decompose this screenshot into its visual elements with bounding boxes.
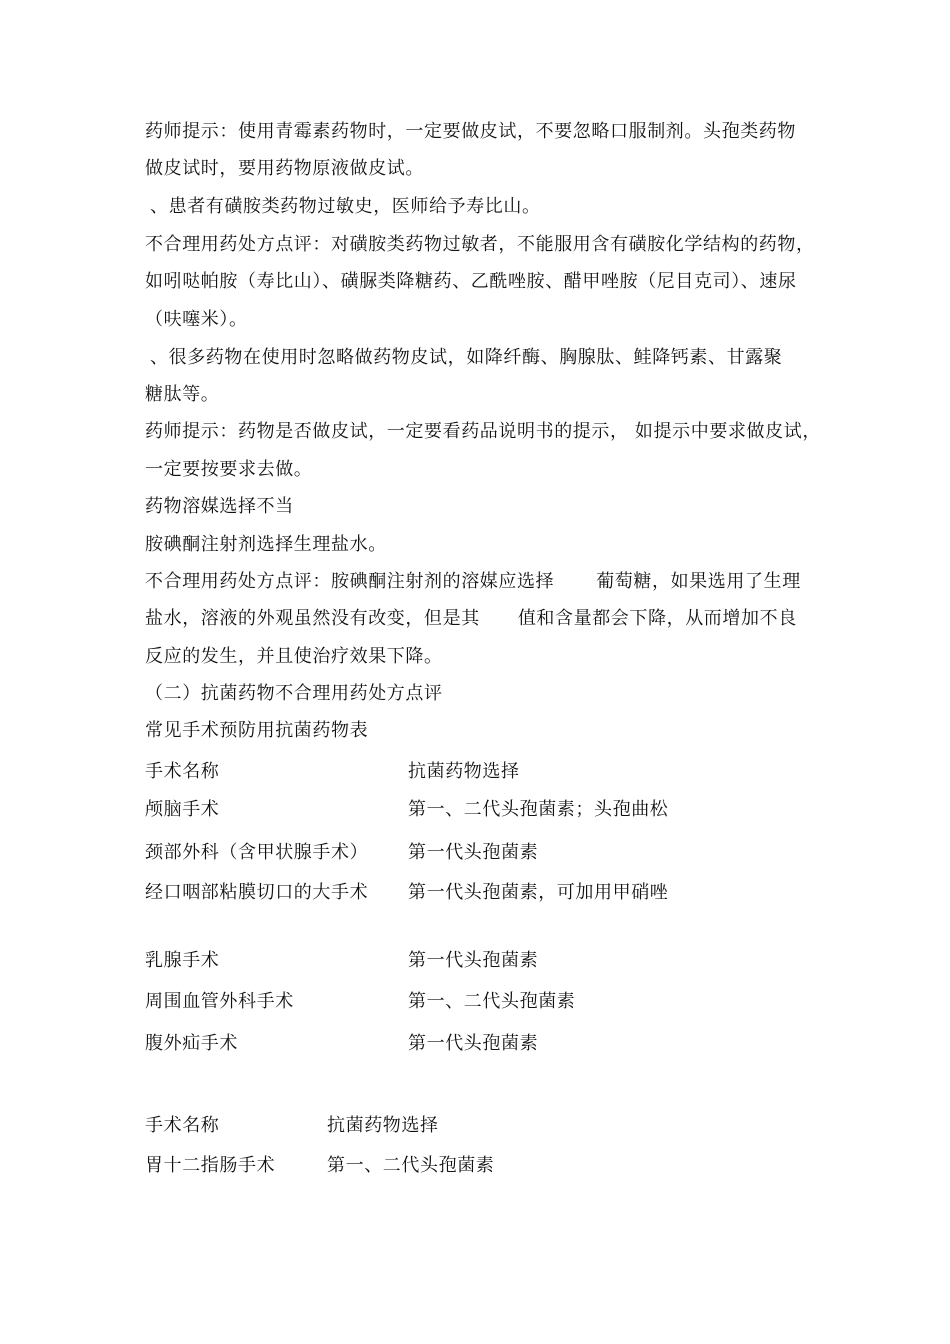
cell-drug: 第一代头孢菌素	[408, 950, 539, 971]
paragraph-line: 、很多药物在使用时忽略做药物皮试，如降纤酶、胸腺肽、鲑降钙素、甘露聚	[150, 347, 783, 368]
cell-drug: 第一代头孢菌素，可加用甲硝唑	[408, 882, 669, 903]
section-heading: 药物溶媒选择不当	[145, 496, 294, 517]
cell-surgery: 颈部外科（含甲状腺手术）	[145, 842, 369, 863]
paragraph-line: 如吲哒帕胺（寿比山）、磺脲类降糖药、乙酰唑胺、醋甲唑胺（尼目克司）、速尿	[145, 271, 797, 292]
table-row	[145, 840, 845, 866]
section-heading: （二）抗菌药物不合理用药处方点评	[145, 683, 443, 704]
table-row	[145, 880, 845, 906]
table-row	[145, 948, 845, 974]
header-surgery: 手术名称	[145, 761, 220, 782]
paragraph-line: 反应的发生，并且使治疗效果下降。	[145, 646, 443, 667]
paragraph-line-split	[145, 606, 797, 632]
cell-drug: 第一代头孢菌素	[408, 1033, 539, 1054]
paragraph-line: （呋噻米）。	[145, 309, 248, 330]
cell-drug: 第一代头孢菌素	[408, 842, 539, 863]
paragraph-line: 糖肽等。	[145, 384, 220, 405]
header-drug: 抗菌药物选择	[327, 1115, 439, 1136]
cell-drug: 第一、二代头孢菌素；头孢曲松	[408, 799, 669, 820]
cell-surgery: 周围血管外科手术	[145, 991, 294, 1012]
paragraph-line: 胺碘酮注射剂选择生理盐水。	[145, 534, 387, 555]
paragraph-line: 一定要按要求去做。	[145, 459, 313, 480]
paragraph-line: 做皮试时，要用药物原液做皮试。	[145, 158, 424, 179]
paragraph-line: 、患者有磺胺类药物过敏史，医师给予寿比山。	[150, 196, 541, 217]
cell-drug: 第一、二代头孢菌素	[327, 1155, 495, 1176]
cell-surgery: 颅脑手术	[145, 799, 220, 820]
paragraph-line: 不合理用药处方点评：对磺胺类药物过敏者，不能服用含有磺胺化学结构的药物，	[145, 234, 815, 255]
text-segment: 值和含量都会下降，从而增加不良	[517, 608, 797, 629]
text-segment: 葡萄糖，如果选用了生理	[596, 571, 801, 592]
text-segment: 不合理用药处方点评：胺碘酮注射剂的溶媒应选择	[145, 571, 555, 592]
header-drug: 抗菌药物选择	[408, 761, 520, 782]
paragraph-line-split	[145, 569, 801, 595]
cell-surgery: 胃十二指肠手术	[145, 1155, 276, 1176]
cell-surgery: 经口咽部粘膜切口的大手术	[145, 882, 369, 903]
paragraph-line: 药师提示：使用青霉素药物时，一定要做皮试，不要忽略口服制剂。头孢类药物	[145, 121, 796, 142]
paragraph-line: 药师提示：药物是否做皮试，一定要看药品说明书的提示， 如提示中要求做皮试，	[145, 421, 821, 442]
cell-surgery: 腹外疝手术	[145, 1033, 238, 1054]
table-header-row	[145, 1113, 845, 1139]
table-row	[145, 797, 845, 823]
table-header-row	[145, 759, 845, 785]
table-row	[145, 1031, 845, 1057]
header-surgery: 手术名称	[145, 1115, 220, 1136]
cell-surgery: 乳腺手术	[145, 950, 220, 971]
table-title: 常见手术预防用抗菌药物表	[145, 720, 369, 741]
table-row	[145, 989, 845, 1015]
cell-drug: 第一、二代头孢菌素	[408, 991, 576, 1012]
table-row	[145, 1153, 845, 1179]
text-segment: 盐水，溶液的外观虽然没有改变，但是其	[145, 608, 480, 629]
